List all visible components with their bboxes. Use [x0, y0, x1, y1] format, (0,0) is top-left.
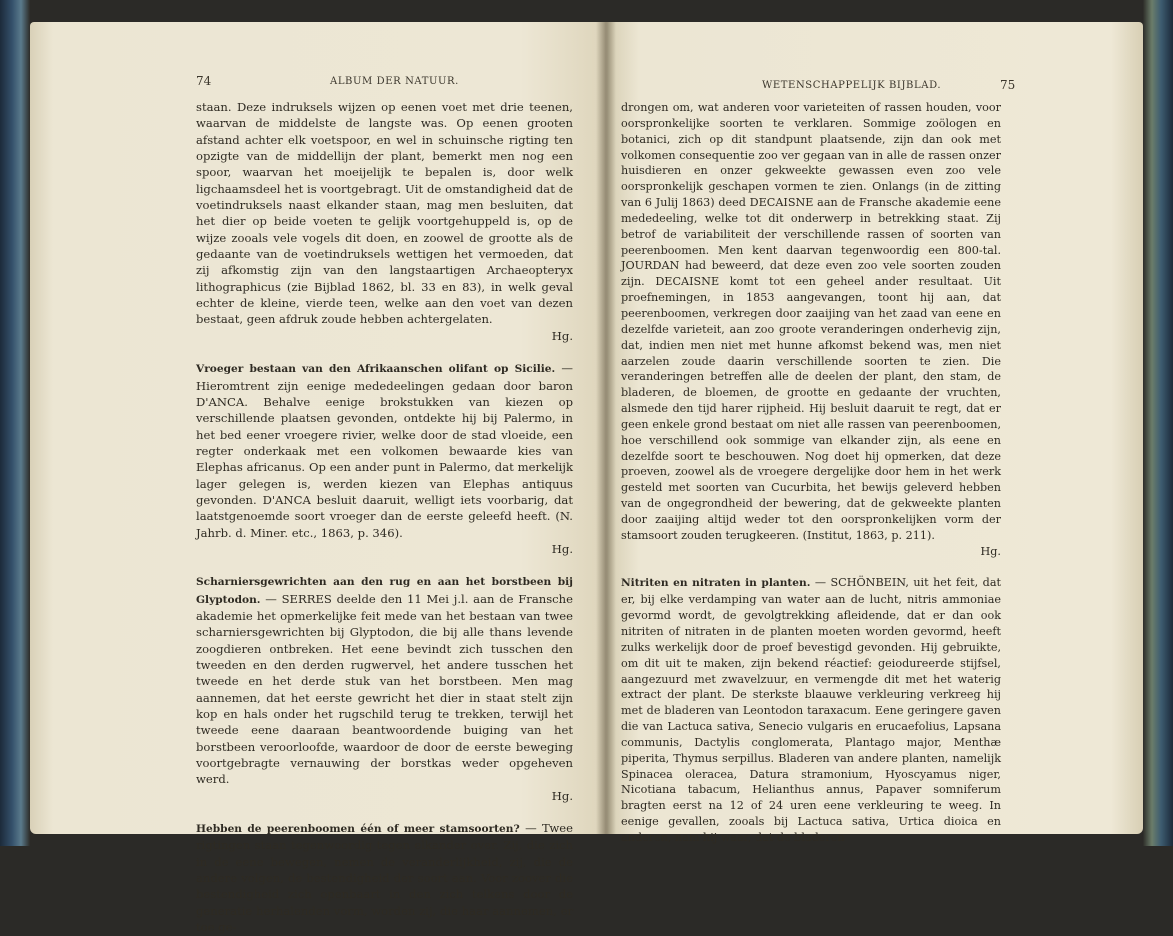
right-text-column — [621, 100, 1001, 846]
article-title: Vroeger bestaan van den Afrikaanschen olifant op Sicilie. — [196, 363, 556, 376]
article-body: — SERRES deelde den 11 Mei j.l. aan de Fransche akademie het opmerkelijke feit mede van het bestaan van twee scharniersgewrichten bij Glyptodon, die bij alle thans levende zoogdieren ontbreken. Het eene bevindt zich tusschen den tweeden en den derden rugwervel, het andere tusschen het tweede en het derde stuk van het borstbeen. Men mag aannemen, dat het eerste gewricht het dier in staat stelt zijn kop en hals onder het rugschild terug te trekken, terwijl het tweede eene daaraan beantwoordende buiging van het borstbeen veroorloofde, waardoor de door de eerste beweging voortgebragte vernauwing der borstkas weder opgeheven werd. — [196, 591, 574, 787]
left-running-header: ALBUM DER NATUUR. — [330, 76, 459, 87]
book-binding-right — [1143, 0, 1173, 846]
signature: Hg. — [551, 541, 573, 556]
book-binding-left — [0, 0, 30, 846]
book-gutter — [596, 22, 616, 834]
article-title: Nitriten en nitraten in planten. — [621, 577, 811, 590]
article-body: — Hieromtrent zijn eenige mededeelingen gedaan door baron D'ANCA. Behalve eenige brokstukken van kiezen op verschillende plaatsen gevonden, ontdekte hij bij Palermo, in het bed eener vroegere rivier, welke door de stad vloeide, een regter onderkaak met een volkomen bewaarde kies van Elephas africanus. Op een ander punt in Palermo, dat merkelijk lager gelegen is, werden kiezen van Elephas antiquus gevonden. D'ANCA besluit daaruit, welligt iets voorbarig, dat laatstgenoemde soort vroeger dan de eerste geleefd heeft. (N. Jahrb. d. Miner. etc., 1863, p. 346). — [196, 361, 574, 540]
article-body: — Twee rigtingen staan tegenwoordig tegen elkander over. Zij, die zich in de eene bewegen, nemen de veranderlijkheid, zij, die de andere volgen, de bestendigheid der soort aan. Voor zoover die bestendigheid zich openbaart in den zich telkens door de generatie herhalenden vorm, worden zij, die haar aannemen, er toe ge- — [196, 821, 574, 935]
right-running-header: WETENSCHAPPELIJK BIJBLAD. — [762, 80, 942, 91]
signature: Hg. — [551, 788, 573, 803]
article-title: Scharniersgewrichten aan den rug en aan het borstbeen bij Glyptodon. — [196, 576, 573, 606]
continuation-paragraph: staan. Deze indruksels wijzen op eenen voet met drie teenen, waarvan de middelste de langste was. Op eenen grooten afstand achter elk voetspoor, en wel in schuinsche rigting ten opzigte van de middellijn der plant, bemerkt men nog een spoor, waarvan het moeijelijk te bepalen is, door welk ligchaamsdeel het is voortgebragt. Uit de omstandigheid dat de voetindruksels naast elkander staan, mag men besluiten, dat het dier op beide voeten te gelijk voortgehuppeld is, op de wijze zooals vele vogels dit doen, en zoowel de grootte als de gedaante van de voetindruksels wettigen het vermoeden, dat zij afkomstig zijn van den langstaartigen Archaeopteryx lithographicus (zie Bijblad 1862, bl. 33 en 83), in welk geval echter de kleine, vierde teen, welke aan den voet van dezen bestaat, geen afdruk zoude hebben achtergelaten. — [196, 100, 573, 327]
signature: Hg. — [551, 328, 573, 343]
article-title: Hebben de peerenboomen één of meer stamsoorten? — [196, 823, 520, 836]
article-paragraph — [621, 575, 1001, 845]
signature: Hg. — [980, 544, 1001, 558]
article-paragraph — [196, 360, 573, 541]
left-text-column — [196, 99, 573, 936]
continuation-paragraph: drongen om, wat anderen voor varieteiten of rassen houden, voor oorspronkelijke soorten te verklaren. Sommige zoölogen en botanici, zich op dit standpunt plaatsende, zijn dan ook met volkomen consequentie zoo ver gegaan van in alle de rassen onzer huisdieren en onzer gekweekte gewassen even zoo vele oorspronkelijk geschapen vormen te zien. Onlangs (in de zitting van 6 Julij 1863) deed DECAISNE aan de Fransche akademie eene mededeeling, welke tot dit onderwerp in betrekking staat. Zij betrof de variabiliteit der verschillende rassen of soorten van peerenboomen. Men kent daarvan tegenwoordig een 800-tal. JOURDAN had beweerd, dat deze even zoo vele soorten zouden zijn. DECAISNE komt tot een geheel ander resultaat. Uit proefnemingen, in 1853 aangevangen, toont hij aan, dat peerenboomen, verkregen door zaaijing van het zaad van eene en dezelfde varieteit, aan zoo groote veranderingen onderhevig zijn, dat, indien men niet met hunne afkomst bekend was, men niet aarzelen zoude daarin verschillende soorten te zien. Die veranderingen betreffen alle de deelen der plant, den stam, de bladeren, de bloemen, de grootte en gedaante der vruchten, alsmede den tijd harer rijpheid. Hij besluit daaruit te regt, dat er geen enkele grond bestaat om niet alle rassen van peerenboomen, hoe verschillend ook sommige van elkander zijn, als eene en dezelfde soort te beschouwen. Nog doet hij opmerken, dat deze proeven, zoowel als de vroegere dergelijke door hem in het werk gesteld met soorten van Cucurbita, het bewijs geleverd hebben van de ongegrondheid der bewering, dat de gekweekte planten door zaaijing altijd weder tot den oorspronkelijken vorm der stamsoort zouden terugkeeren. (Institut, 1863, p. 211). — [621, 101, 1001, 542]
article-paragraph — [196, 820, 573, 935]
article-body: — SCHÖNBEIN, uit het feit, dat er, bij elke verdamping van water aan de lucht, nitris ammoniae gevormd wordt, de gevolgtrekking afleidende, dat er dan ook nitriten of nitraten in de planten moeten worden gevormd, heeft zulks werkelijk door de proef bevestigd gevonden. Hij gebruikte, om dit uit te maken, zijn bekend réactief: geiodureerde stijfsel, aangezuurd met zwavelzuur, en vermengde dit met het waterig extract der plant. De sterkste blaauwe verkleuring verkreeg hij met de bladeren van Leontodon taraxacum. Eene geringere gaven die van Lactuca sativa, Senecio vulgaris en erucaefolius, Lapsana communis, Dactylis conglomerata, Plantago major, Menthæ piperita, Thymus serpillus. Bladeren van andere planten, namelijk Spinacea oleracea, Datura stramonium, Hyoscyamus niger, Nicotiana tabacum, Helianthus annus, Papaver somniferum bragten eerst na 12 of 24 uren eene verkleuring te weeg. In eenige gevallen, zooals bij Lactuca sativa, Urtica dioica en anderen, nam hij waar, dat de bladeren — [621, 576, 1001, 844]
left-page-number: 74 — [196, 74, 212, 88]
right-page-number: 75 — [1000, 78, 1016, 92]
article-paragraph — [196, 573, 573, 787]
